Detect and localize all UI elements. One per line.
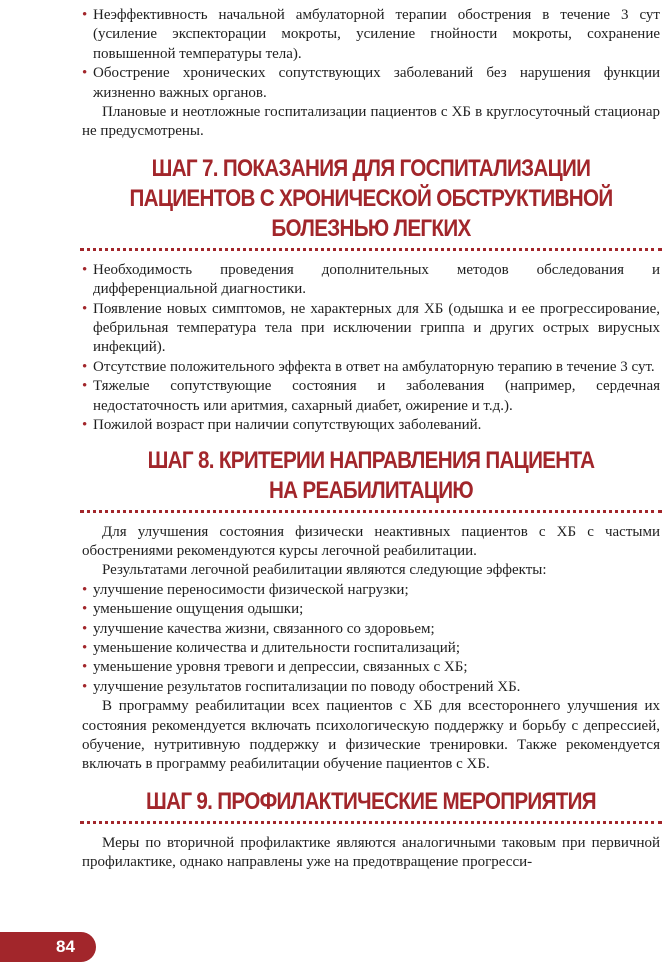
list-item: • уменьшение уровня тревоги и депрессии, связанных с ХБ; (82, 659, 468, 676)
page-content (82, 6, 660, 873)
step8-section (82, 446, 660, 775)
list-item: • Неэффективность начальной амбулаторной терапии обострения в течение 3 сут (усиление экспекторации мокроты, усиление гнойности мокроты, сохранение повышенной температуры тела). (82, 7, 660, 62)
page-number-badge: 84 (0, 932, 96, 962)
step8-paragraph-3: В программу реабилитации всех пациентов с ХБ для всестороннего улучшения их состояния рекомендуется включать психологическую поддержку и борьбу с депрессией, обучение, нутритивную поддержку и физические тренировки. Также рекомендуется включать в программу реабилитации обучение пациентов с ХБ. (82, 698, 660, 773)
list-item: • Необходимость проведения дополнительных методов обследования и дифференциальной диагностики. (82, 261, 660, 298)
intro-bullet-list (82, 6, 660, 103)
list-item: • улучшение результатов госпитализации по поводу обострений ХБ. (82, 678, 521, 695)
step8-heading: ШАГ 8. КРИТЕРИИ НАПРАВЛЕНИЯ ПАЦИЕНТА НА РЕАБИЛИТАЦИЮ (147, 446, 595, 504)
list-item: • Пожилой возраст при наличии сопутствующих заболеваний. (82, 417, 482, 434)
step7-section (82, 154, 660, 436)
step8-paragraph-2: Результатами легочной реабилитации являются следующие эффекты: (102, 562, 547, 579)
step9-heading: ШАГ 9. ПРОФИЛАКТИЧЕСКИЕ МЕРОПРИЯТИЯ (146, 787, 596, 815)
list-item: • Отсутствие положительного эффекта в ответ на амбулаторную терапию в течение 3 сут. (82, 358, 655, 375)
step9-paragraph: Меры по вторичной профилактике являются аналогичными таковым при первичной профилактике, однако направлены уже на предотвращение прогресси- (82, 834, 660, 871)
step7-heading: ШАГ 7. ПОКАЗАНИЯ ДЛЯ ГОСПИТАЛИЗАЦИИ ПАЦИЕНТОВ С ХРОНИЧЕСКОЙ ОБСТРУКТИВНОЙ БОЛЕЗНЬЮ ЛЕГКИХ (129, 154, 613, 242)
list-item: • уменьшение ощущения одышки; (82, 601, 304, 618)
section-divider (80, 510, 662, 513)
step9-section (82, 787, 660, 873)
section-divider (80, 248, 662, 251)
list-item: • Появление новых симптомов, не характерных для ХБ (одышка и ее прогрессирование, фебрильная температура тела при исключении гриппа и других острых вирусных инфекций). (82, 300, 660, 356)
list-item: • улучшение качества жизни, связанного со здоровьем; (82, 620, 435, 637)
list-item: • Тяжелые сопутствующие состояния и заболевания (например, сердечная недостаточность или аритмия, сахарный диабет, ожирение и т.д.). (82, 378, 660, 414)
step7-bullet-list (82, 261, 660, 436)
list-item: • уменьшение количества и длительности госпитализаций; (82, 639, 461, 656)
list-item: • Обострение хронических сопутствующих заболеваний без нарушения функции жизненно важных органов. (82, 65, 660, 101)
step8-bullet-list (82, 581, 660, 697)
section-divider (80, 821, 662, 824)
step8-paragraph-1: Для улучшения состояния физически неактивных пациентов с ХБ с частыми обострениями рекомендуются курсы легочной реабилитации. (82, 523, 660, 559)
intro-paragraph: Плановые и неотложные госпитализации пациентов с ХБ в круглосуточный стационар не предусмотрены. (82, 104, 660, 140)
list-item: • улучшение переносимости физической нагрузки; (82, 581, 409, 598)
